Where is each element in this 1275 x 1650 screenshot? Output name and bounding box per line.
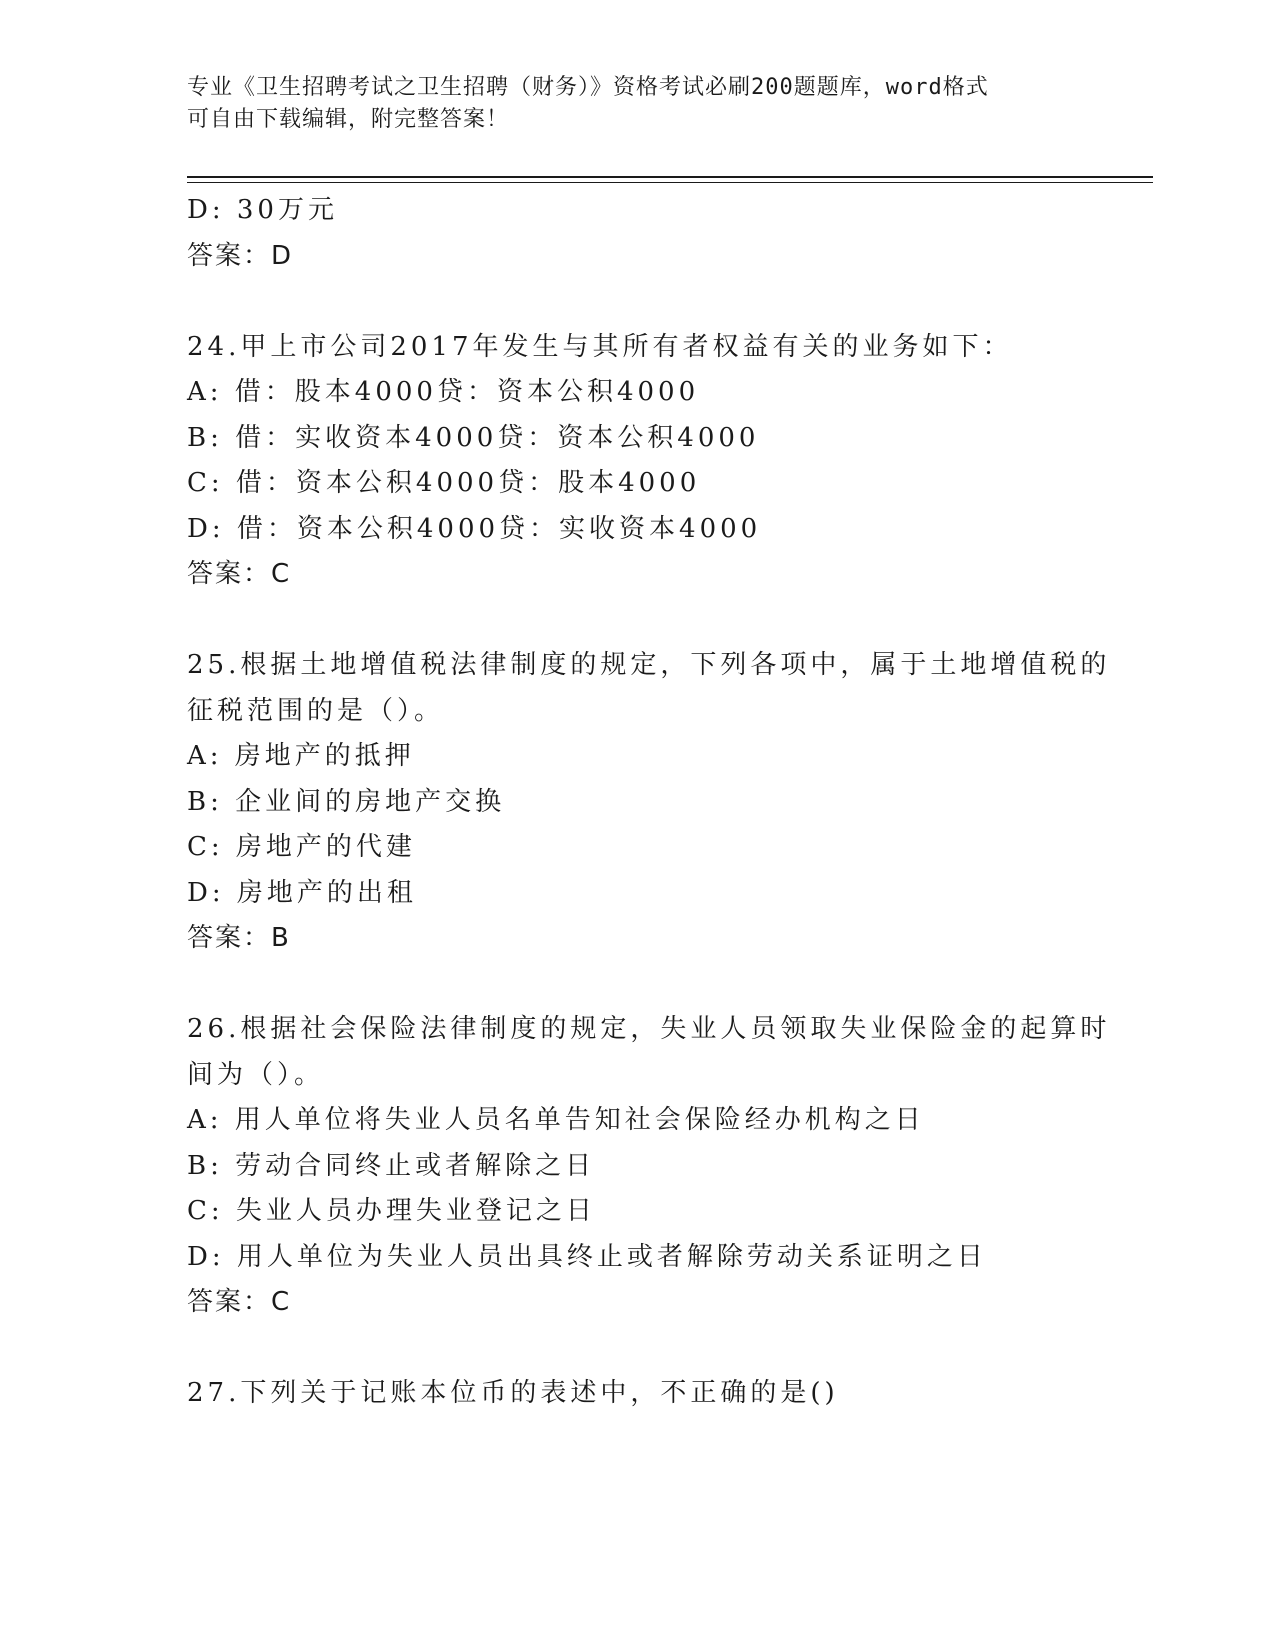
carryover-answer: 答案：D: [187, 240, 294, 271]
question-24-answer: 答案：C: [187, 559, 292, 589]
header-line-2: 可自由下载编辑，附完整答案！: [187, 107, 510, 132]
question-24-option-c: C: 借：资本公积4000贷：股本4000: [187, 468, 701, 498]
question-25-text-line-2: 征税范围的是（）。: [187, 695, 445, 726]
question-26-answer: 答案：C: [187, 1287, 292, 1317]
question-26-option-b: B: 劳动合同终止或者解除之日: [187, 1150, 596, 1181]
question-24-option-a: A: 借：股本4000贷：资本公积4000: [187, 377, 700, 407]
spacer: [187, 279, 1087, 325]
question-content: [187, 188, 1111, 1417]
question-26-option-d: D: 用人单位为失业人员出具终止或者解除劳动关系证明之日: [187, 1241, 987, 1272]
spacer: [187, 598, 1087, 644]
header-divider-thick: [187, 176, 1153, 178]
header-line-1: 专业《卫生招聘考试之卫生招聘（财务）》资格考试必刷200题题库，word格式: [187, 75, 989, 100]
question-25-option-b: B: 企业间的房地产交换: [187, 786, 506, 817]
question-25-text-line-1: 25.根据土地增值税法律制度的规定，下列各项中，属于土地增值税的: [187, 650, 1111, 680]
spacer: [187, 962, 1087, 1008]
question-26-text-line-2: 间为（）。: [187, 1059, 325, 1090]
question-25-answer: 答案：B: [187, 923, 291, 953]
question-27-text: 27.下列关于记账本位币的表述中，不正确的是(): [187, 1378, 839, 1408]
document-header: [187, 72, 1087, 136]
question-25-option-c: C: 房地产的代建: [187, 832, 416, 862]
question-24-text: 24.甲上市公司2017年发生与其所有者权益有关的业务如下：: [187, 331, 1013, 362]
question-25-option-d: D: 房地产的出租: [187, 877, 417, 908]
question-26-text-line-1: 26.根据社会保险法律制度的规定，失业人员领取失业保险金的起算时: [187, 1014, 1111, 1044]
spacer: [187, 1326, 1087, 1372]
question-25-option-a: A: 房地产的抵押: [187, 741, 415, 771]
header-divider-thin: [187, 182, 1153, 183]
question-26-option-a: A: 用人单位将失业人员名单告知社会保险经办机构之日: [187, 1105, 925, 1135]
question-26-option-c: C: 失业人员办理失业登记之日: [187, 1196, 596, 1226]
question-24-option-d: D: 借：资本公积4000贷：实收资本4000: [187, 513, 762, 544]
question-24-option-b: B: 借：实收资本4000贷：资本公积4000: [187, 422, 760, 453]
carryover-option-d: D: 30万元: [187, 195, 338, 225]
